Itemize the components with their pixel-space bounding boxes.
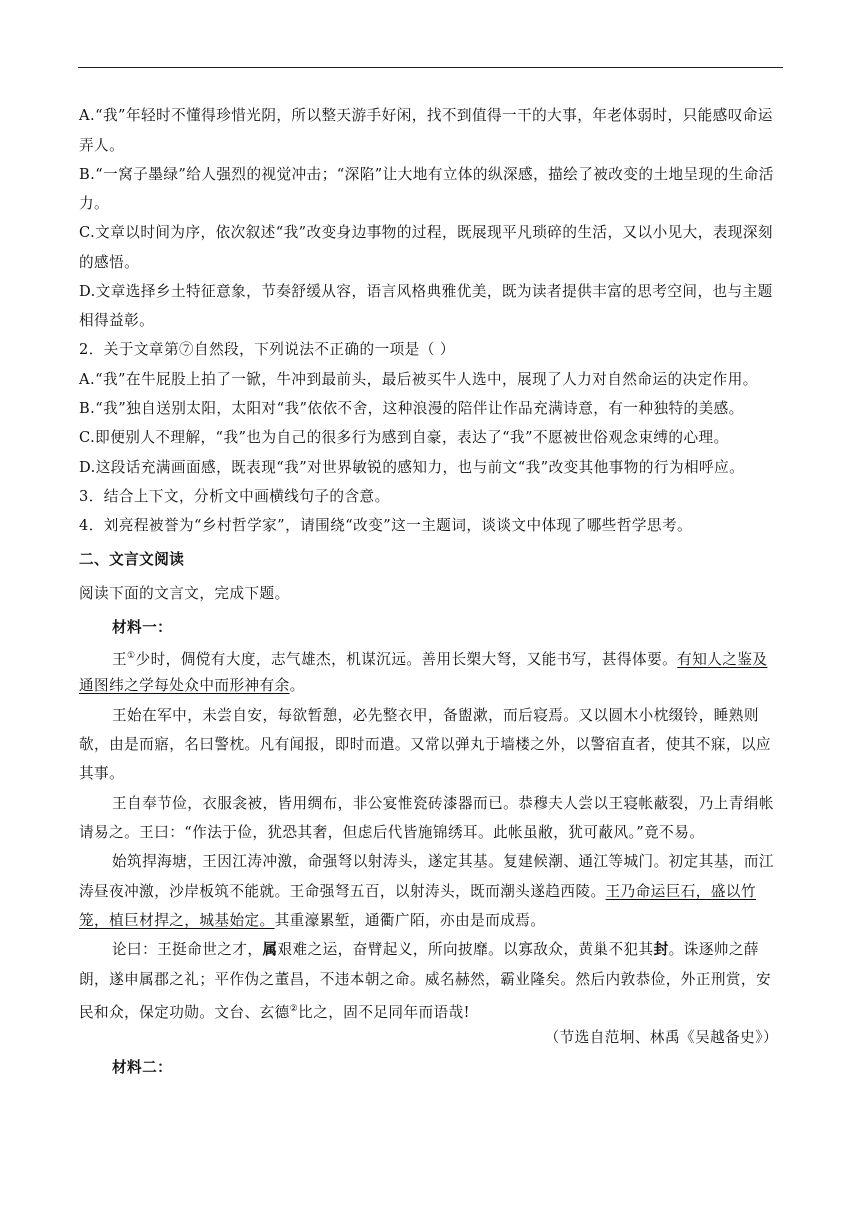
underlined-sentence-2a: 王乃命运巨石，盛以竹	[605, 883, 756, 900]
source-citation: （节选自范坰、林禹《吴越备史》）	[544, 1029, 778, 1046]
option-b-line2: 力。	[79, 195, 110, 212]
question-2-option-b: B.“我”独自送别太阳，太阳对“我”依依不舍，这种浪漫的陪伴让作品充满诗意，有一种独特的美感。	[79, 400, 744, 417]
option-d-line1: D.文章选择乡土特征意象，节奏舒缓从容，语言风格典雅优美，既为读者提供丰富的思考空间，也与主题	[79, 283, 773, 300]
option-d-line2: 相得益彰。	[79, 312, 155, 329]
header-rule	[78, 67, 783, 68]
option-c-line2: 的感悟。	[79, 254, 140, 271]
option-a-line1: A.“我”年轻时不懂得珍惜光阴，所以整天游手好闲，找不到值得一干的大事，年老体弱时，只能感叹命运	[79, 107, 773, 124]
passage-p3-line1: 王自奉节俭，衣服衾被，皆用绸布，非公宴惟瓷砖漆器而已。恭穆夫人尝以王寝帐蔽裂，乃上青绢帐	[112, 795, 774, 812]
underlined-sentence-1a: 有知人之鉴及	[677, 650, 768, 668]
question-3: 3．结合上下文，分析文中画横线句子的含意。	[79, 488, 390, 505]
passage-p2-line1: 王始在军中，未尝自安，每欲暂憩，必先整衣甲，备盥漱，而后寝焉。又以圆木小枕缀铃，睡熟则	[112, 707, 759, 724]
passage-p1-line2: 通图纬之学每处众中而形神有余。	[79, 677, 305, 694]
option-b-line1: B.“一窝子墨绿”给人强烈的视觉冲击；“深陷”让大地有立体的纵深感，描绘了被改变的土地呈现的生命活	[79, 166, 774, 183]
underlined-sentence-2b: 笼，植巨材捍之，城基始定。	[79, 912, 275, 929]
material-2-label: 材料二：	[112, 1059, 173, 1076]
passage-p4-line1: 始筑捍海塘，王因江涛冲激，命强弩以射涛头，遂定其基。复建候潮、通江等城门。初定其基，而江	[112, 853, 774, 870]
option-c-line1: C.文章以时间为序，依次叙述“我”改变身边事物的过程，既展现平凡琐碎的生活，又以小见大，表现深刻	[79, 224, 773, 241]
question-2-option-a: A.“我”在牛屁股上拍了一锨，牛冲到最前头，最后被买牛人选中，展现了人力对自然命运的决定作用。	[79, 371, 758, 388]
question-4: 4．刘亮程被誉为“乡村哲学家”，请围绕“改变”这一主题词，谈谈文中体现了哪些哲学思考。	[79, 517, 693, 534]
question-2-option-d: D.这段话充满画面感，既表现“我”对世界敏锐的感知力，也与前文“我”改变其他事物的行为相呼应。	[79, 459, 745, 476]
passage-p2-line2: 欹，由是而寤，名曰警枕。凡有闻报，即时而遣。又常以弹丸于墙楼之外，以警宿直者，使其不寐，以应	[79, 736, 772, 753]
option-a-line2: 弄人。	[79, 137, 125, 154]
passage-p3-line2: 请易之。王曰：“作法于俭，犹恐其奢，但虑后代皆施锦绣耳。此帐虽敝，犹可蔽风。”竟不易。	[79, 824, 705, 841]
emphasized-char-feng: 封	[653, 941, 669, 958]
reading-instruction: 阅读下面的文言文，完成下题。	[79, 585, 290, 602]
passage-p5-line3: 民和众，保定功勋。文台、玄德②比之，固不足同年而语哉!	[79, 1003, 470, 1021]
question-2-stem: 2．关于文章第⑦自然段，下列说法不正确的一项是（ ）	[79, 341, 455, 358]
passage-p5-line2: 朗，遂申属郡之礼；平作伪之董昌，不违本朝之命。威名赫然，霸业隆矣。然后内敦恭俭，外正刑赏，安	[79, 971, 772, 988]
emphasized-char-shu: 属	[262, 941, 278, 958]
passage-p2-line3: 其事。	[79, 765, 125, 782]
passage-p4-line2: 涛昼夜冲激，沙岸板筑不能就。王命强弩五百，以射涛头，既而潮头遂趋西陵。王乃命运巨石，盛以竹	[79, 883, 756, 900]
underlined-sentence-1b: 通图纬之学每处众中而形神有余	[79, 677, 290, 694]
material-1-label: 材料一：	[112, 619, 173, 636]
footnote-marker-2: ②	[289, 1004, 299, 1014]
footnote-marker-1: ①	[127, 651, 136, 661]
passage-p1-line1: 王①少时，倜傥有大度，志气雄杰，机谋沉远。善用长槊大弩，又能书写，甚得体要。有知人之鉴及	[112, 650, 768, 668]
passage-p4-line3: 笼，植巨材捍之，城基始定。其重濠累堑，通衢广陌，亦由是而成焉。	[79, 912, 546, 929]
question-2-option-c: C.即便别人不理解，“我”也为自己的很多行为感到自豪，表达了“我”不愿被世俗观念束缚的心理。	[79, 429, 729, 446]
section-heading: 二、文言文阅读	[79, 551, 185, 568]
passage-p5-line1: 论曰：王挺命世之才，属艰难之运，奋臂起义，所向披靡。以寡敌众，黄巢不犯其封。诛逐帅之薛	[112, 941, 759, 958]
